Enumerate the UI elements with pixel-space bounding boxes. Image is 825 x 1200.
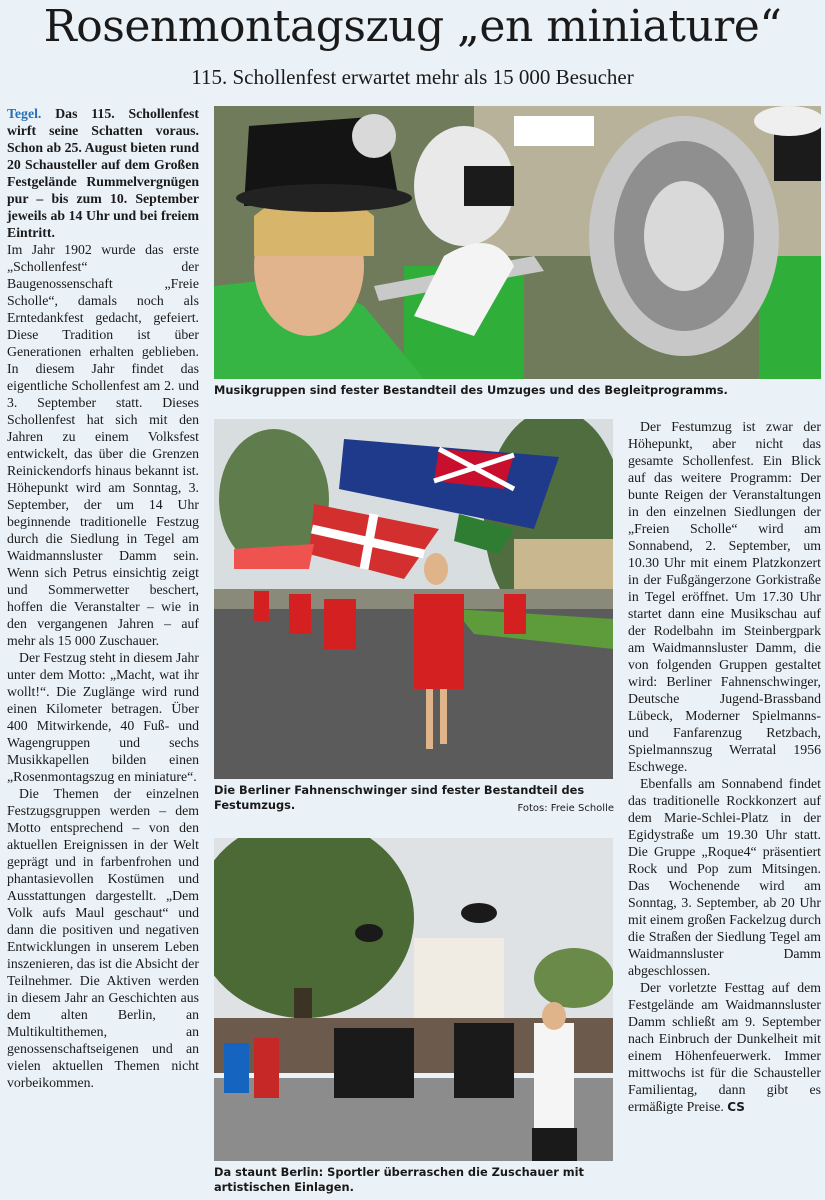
subheadline: 115. Schollenfest erwartet mehr als 15 000 Besucher [191,65,634,89]
body-paragraph: Der Festzug steht in diesem Jahr unter dem Motto: „Macht, wat ihr wollt!“. Die Zuglänge wird rund einen Kilometer betragen. Über 400 Mitwirkende, 40 Fuß- und Wagengruppen und sechs Musikkapellen bilden einen „Rosenmontagszug en miniature“. [7,650,199,784]
lead-paragraph [7,105,199,241]
photo-credit: Fotos: Freie Scholle [517,803,614,814]
photo-caption-middle: Die Berliner Fahnenschwinger sind fester Bestandteil des Festumzugs. [214,783,585,812]
body-paragraph: Ebenfalls am Sonnabend findet das traditionelle Rockkonzert auf dem Marie-Schlei-Platz in der Egidystraße um 19.30 Uhr statt. Die Gruppe „Roque4“ präsentiert Rock und Pop zum Mitsingen. Das Wochenende wird am Sonntag, 3. September, ab 20 Uhr mit einem großen Fackelzug durch die Straßen der Siedlung Tegel am Waidmannsluster Damm abgeschlossen. [628,776,821,978]
photo-caption-top: Musikgruppen sind fester Bestandteil des Umzuges und des Begleitprogramms. [214,383,728,397]
body-paragraph: Die Themen der einzelnen Festzugsgruppen werden – dem Motto entsprechend – von den aktuellen Ereignissen in der Welt geprägt und in farbenfrohen und phantasievollen Kostümen und Ausstattungen dargestellt. „Dem Volk aufs Maul geschaut“ und dann die positiven und negativen Entwicklungen in unserem Leben inszenieren, das ist die Absicht der Teilnehmer. Die Aktiven werden in diesem Jahr an Geschichten aus dem alten Berlin, an Multikultithemen, an genossenschaftseigenen und an vielen aktuellen Themen nicht vorbeikommen. [7,786,199,1090]
body-paragraph: Der Festumzug ist zwar der Höhepunkt, aber nicht das gesamte Schollenfest. Ein Blick auf das weitere Programm: Der bunte Reigen der Veranstaltungen in den einzelnen Siedlungen der „Freien Scholle“ wird am Sonnabend, 2. September, um 10.30 Uhr mit einem Platzkonzert in der Fußgängerzone Gorkistraße in Tegel eröffnet. Um 17.30 Uhr startet dann eine Musikschau auf der Rodelbahn im Steinbergpark am Waidmannsluster Damm, die von folgenden Gruppen gestaltet wird: Berliner Fahnenschwinger, Deutsche Jugend-Brassband Lübeck, Moderner Spielmanns- und Fanfarenzug Retzbach, Spielmannszug Werratal 1956 Eschwege. [628,419,821,774]
text-column-left [7,105,199,1195]
text-column-right [628,418,821,1198]
headline: Rosenmontagszug „en miniature“ [43,1,782,52]
photo-acrobats [214,838,613,1161]
author-signature: CS [727,1100,745,1114]
body-paragraph [628,979,821,1116]
location-label: Tegel. [7,106,42,121]
photo-marching-band [214,106,821,379]
photo-flag-wavers [214,419,613,779]
photo-caption-bottom: Da staunt Berlin: Sportler überraschen die Zuschauer mit artistischen Einlagen. [214,1165,585,1194]
body-paragraph: Im Jahr 1902 wurde das erste „Schollenfest“ der Baugenossenschaft „Freie Scholle“, damals noch als Erntedankfest gedacht, gefeiert. Diese Tradition ist über Generationen erhalten geblieben. In diesem Jahr findet das eigentliche Schollenfest am 2. und 3. September statt. Dieses Schollenfest hat sich mit den Jahren zu einem Volksfest entwickelt, das über die Grenzen Reinickendorfs hinaus bekannt ist. Höhepunkt wird am Sonntag, 3. September, der um 14 Uhr beginnende traditionelle Festzug durch die Siedlung in Tegel am Waidmannsluster Damm sein. Wenn sich Petrus einsichtig zeigt und Sommerwetter beschert, hoffen die Veranstalter – wie in den vergangenen Jahren – auf mehr als 15 000 Zuschauer. [7,242,199,648]
body-paragraph-text: Der vorletzte Festtag auf dem Festgelände am Waidmannsluster Damm schließt am 9. September nach Einbruch der Dunkelheit mit einem Höhenfeuerwerk. Immer mittwochs ist für die Schausteller Familientag, dann gibt es ermäßigte Preise. [628,980,821,1114]
lead-text: Das 115. Schollenfest wirft seine Schatten voraus. Schon ab 25. August bieten rund 20 Schausteller auf dem Großen Festgelände Rummelvergnügen pur – bis zum 10. September jeweils ab 14 Uhr und bei freiem Eintritt. [7,106,200,240]
